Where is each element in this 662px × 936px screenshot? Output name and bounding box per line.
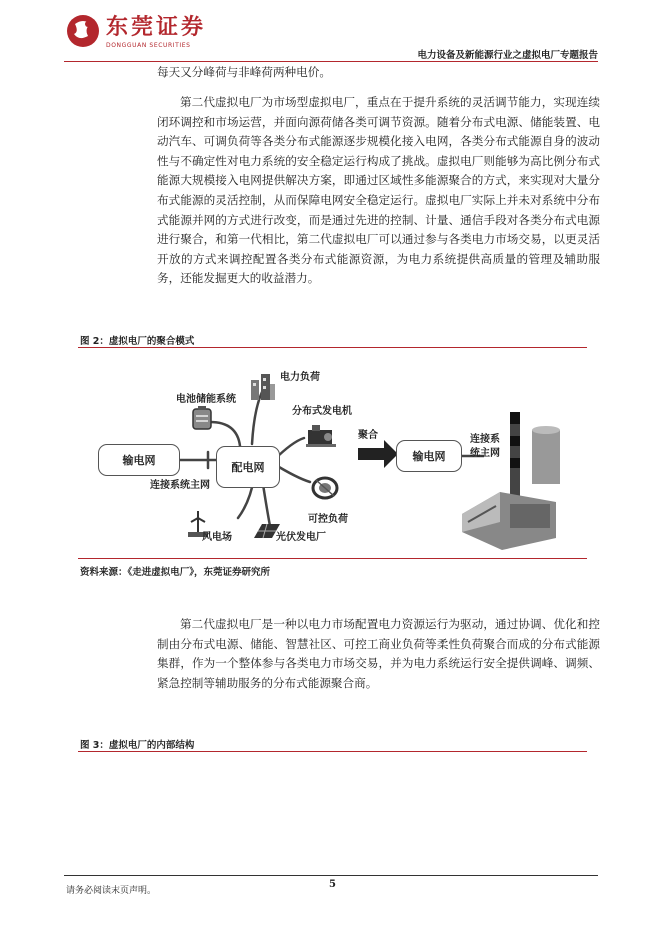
connect-main-grid-label-right-line2: 统主网 [470, 448, 500, 459]
logo-english-name: DONGGUAN SECURITIES [106, 42, 191, 49]
power-load-label: 电力负荷 [280, 372, 320, 383]
figure-2-title: 图 2：虚拟电厂的聚合模式 [80, 336, 195, 347]
connect-main-grid-label: 连接系统主网 [150, 480, 210, 491]
figure-2-top-rule [78, 347, 587, 348]
figure-2-source: 资料来源：《走进虚拟电厂》，东莞证券研究所 [80, 567, 271, 578]
battery-storage-icon [190, 404, 214, 432]
controllable-load-icon [310, 474, 340, 502]
header-divider [64, 61, 598, 62]
transmission-grid-label-right: 输电网 [412, 450, 446, 463]
controllable-load-label: 可控负荷 [308, 514, 348, 525]
transmission-grid-box-left [98, 444, 180, 476]
figure-3-title: 图 3：虚拟电厂的内部结构 [80, 740, 195, 751]
figure-2-bottom-rule [78, 558, 587, 559]
distribution-grid-label: 配电网 [231, 461, 265, 474]
logo-chinese-name: 东莞证券 [106, 15, 207, 40]
page-number: 5 [329, 879, 336, 890]
power-plant-icon [458, 402, 574, 552]
paragraph-second-gen-vpp: 第二代虚拟电厂为市场型虚拟电厂，重点在于提升系统的灵活调节能力，实现连续闭环调控和市场运营，并面向源荷储各类可调节资源。随着分布式电源、储能装置、电动汽车、可调负荷等各类分布式能源逐步规模化接入电网，各类分布式能源自身的波动性与不确定性对电力系统的安全稳定运行构成了挑战。虚拟电厂则能够为高比例分布式能源大规模接入电网提供解决方案，即通过区域性多能源聚合的方式，来实现对大量分布式能源的灵活控制，从而保障电网安全稳定运行。虚拟电厂实际上并未对系统中分布式能源并网的方式进行改变，而是通过先进的控制、计量、通信手段对各类分布式电源进行聚合，和第一代相比，第二代虚拟电厂可以通过参与各类电力市场交易，以更灵活开放的方式来调控配置各类分布式能源资源，为电力系统提供高质量的管理及辅助服务，还能发掘更大的收益潜力。 [157, 95, 600, 286]
figure-2-diagram [92, 360, 576, 554]
distributed-generator-icon [304, 422, 338, 448]
figure-3-top-rule [78, 751, 587, 752]
wind-farm-label: 风电场 [202, 532, 232, 543]
paragraph-vpp-definition: 第二代虚拟电厂是一种以电力市场配置电力资源运行为驱动，通过协调、优化和控制由分布式电源、储能、智慧社区、可控工商业负荷等柔性负荷聚合而成的分布式能源集群，作为一个整体参与各类电力市场交易，并为电力系统运行安全提供调峰、调频、紧急控制等辅助服务的分布式能源聚合商。 [157, 617, 600, 690]
battery-storage-label: 电池储能系统 [176, 394, 236, 405]
logo-mark-icon [66, 14, 100, 48]
company-logo [66, 14, 206, 54]
distribution-grid-box [216, 446, 280, 488]
distributed-generator-label: 分布式发电机 [292, 406, 352, 417]
footer-divider [64, 875, 598, 876]
power-load-icon [248, 368, 276, 402]
solar-plant-label: 光伏发电厂 [276, 532, 326, 543]
paragraph-continued: 每天又分峰荷与非峰荷两种电价。 [157, 65, 331, 79]
transmission-grid-box-right [396, 440, 462, 472]
aggregate-label: 聚合 [358, 430, 378, 441]
transmission-grid-label-left: 输电网 [122, 454, 156, 467]
disclaimer-note: 请务必阅读末页声明。 [66, 886, 157, 896]
report-title: 电力设备及新能源行业之虚拟电厂专题报告 [417, 50, 598, 61]
connect-main-grid-label-right-line1: 连接系 [470, 434, 500, 445]
